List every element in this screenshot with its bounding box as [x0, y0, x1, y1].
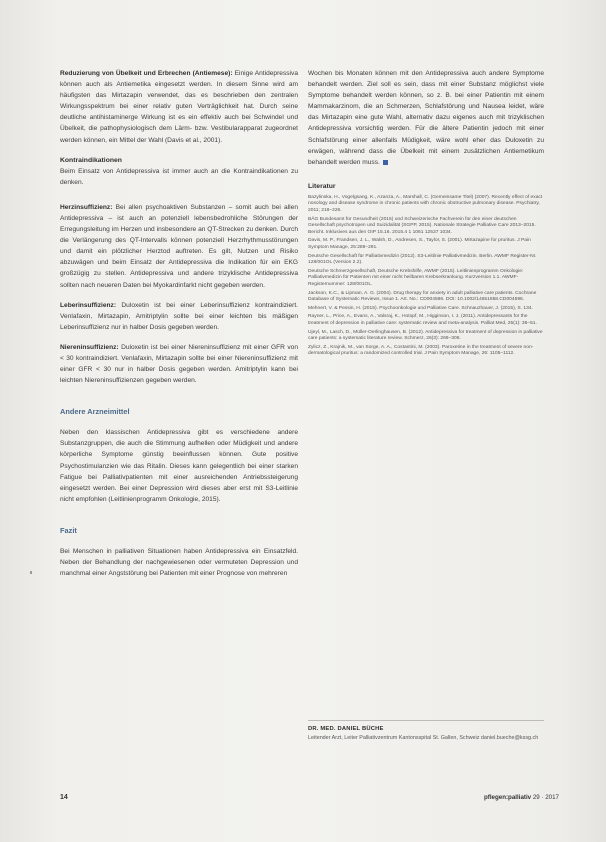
text-niereninsuffizienz: Duloxetin ist bei einer Niereninsuffizienz mit einer GFR von < 30 kontraindiziert. Venlafaxin, Mirtazapin sollte bei einer Niereninsuffizienz mit einer GFR < 30 nur in halber Dosis gegeben werden. Amitriptylin kann bei leichten Niereninsuffizienzen gegeben werden. [60, 343, 298, 385]
paragraph-kontraindikationen: Beim Einsatz von Antidepressiva ist immer auch an die Kontraindikationen zu denken. [60, 167, 298, 186]
reference-item: Jackson, K.C., & Lipman, A. G. (2004). Drug therapy for anxiety in adult palliative care patients. Cochrane Database of Systematic Reviews, Issue 1. Art. No.: CD004596. DOI: 10.1002/14651858.CD004596. [308, 290, 537, 303]
magazine-name: pflegen:palliativ [484, 794, 532, 801]
text-leberinsuffizienz: Duloxetin ist bei einer Leberinsuffizienz kontraindiziert. Venlafaxin, Mirtazapin, Amitriptylin sollte bei einer leichten bis mäßigen Leberinsuffizienz nur in halber Dosis gegeben werden. [60, 301, 298, 331]
paragraph-antiemese [60, 68, 298, 146]
lead-herzinsuffizienz: Herzinsuffizienz: [60, 203, 113, 211]
paragraph-continuation [308, 68, 544, 168]
heading-literatur: Literatur [308, 182, 336, 190]
reference-item: Ujeyl, M., Lasch, D., Müller-Oerlinghausen, B. (2012). Antidepressiva for treatment of depression in palliative care patients: a systematic literature review. Schmerz, 26(3): 269–306. [308, 329, 543, 342]
left-column [60, 68, 298, 579]
right-column [308, 68, 544, 360]
reference-item: Davis, M. P., Frandsen, J. L., Walsh, D., Andresen, S., Taylor, S. (2001). Mirtazapine for pruritus. J Pain Symptom Manage, 25:288–291. [308, 238, 531, 250]
author-divider [308, 720, 544, 721]
end-of-article-square-icon [383, 160, 388, 165]
paragraph-fazit: Bei Menschen in palliativen Situationen haben Antidepressiva ein Einsatzfeld. Neben der Behandlung der nachgewiesenen oder vermuteten Depression und manchmal einer Angststörung bei Patienten mit einer Prognose von mehreren [60, 547, 298, 578]
author-name: DR. MED. DANIEL BÜCHE [308, 726, 384, 732]
reference-item: Deutsche Gesellschaft für Palliativmedizin (2012). S3-Leitlinie Palliativmedizin. Berlin. AWMF Register-Nr. 128/001OL (Version 2.2). [308, 253, 537, 266]
heading-kontraindikationen: Kontraindikationen [60, 156, 122, 164]
paragraph-andere-arzneimittel: Neben den klassischen Antidepressiva gibt es verschiedene andere Substanzgruppen, die auch die Stimmung aufhellen oder Müdigkeit und andere körperliche Symptome günstig beeinflussen können. Gute positive Psychostimulanzien wie das Ritalin. Dieses kann gelegentlich bei einer starken Fatigue bei Palliativpatienten mit einer ausreichenden Antriebssteigerung eingesetzt werden. Bei einer Depression wird dieses aber erst mit S3-Leitlinie nicht empfohlen (Leitlinienprogramm Onkologie, 2015). [60, 429, 298, 503]
heading-fazit: Fazit [60, 525, 77, 535]
reference-item: Bazylinska, H., Vogelgsang, K., Azanza, A., Marshall, C. (Gemeinsame Titel) (2007). Recently effect of exact nosology and disease syndrome in chronic patients with chronic obstructive pulmonary disease. Psychiatry, 2011; 218–226. [308, 194, 543, 214]
reference-item: Rayner, L., Price, A., Evans, A., Valsraj, K., Hotopf, M., Higginson, I. J. (2011). Antidepressants for the treatment of depression in palliative care: systematic review and meta-analysis. Palliat Med, 25(1): 36–51. [308, 314, 537, 326]
page-number: 14 [60, 794, 68, 801]
text-herzinsuffizienz: Bei allen psychoaktiven Substanzen – somit auch bei allen Antidepressiva – ist auch an potenziell lebensbedrohliche Störungen der Erregungsleitung im Herzen und insbesondere an QT-Strecken zu denken. Durch die Verlängerung des QT-Intervalls können potenziell Herzrhythmusstörungen und damit ein plötzlicher Herztod auftreten. Es gilt, Nutzen und Risiko abzuwägen und beim Einsatz der Antidepressiva die Indikation für ein EKG großzügig zu stellen. Antidepressiva und andere trizyklische Antidepressiva sollten nach neueren Daten bei Myokardinfarkt nicht gegeben werden. [60, 203, 298, 289]
reference-item: Deutsche Schmerzgesellschaft, Deutsche Krebshilfe, AWMF (2015). Leitlinienprogramm Onkologie: Palliativmedizin für Patienten mit einer nicht heilbaren Krebserkrankung. Kurzversion 1.1. AWMF-Registernummer: 128/001OL. [308, 268, 524, 287]
author-box [308, 724, 544, 743]
paragraph-herzinsuffizienz [60, 202, 298, 291]
reference-list [308, 195, 544, 358]
reference-item: BÄG Bundesamt für Gesundheit (2015) und Schweizerische Fachverein für den einer deutschen Gesellschaft psychotropen und Suizidalität (SGPP, 2015). Nationale Strategie Palliative Care 2013–2015. Bericht. Inklusives aus den OIP 15.16. 2015.4 1 1061 12537 1034. [308, 216, 536, 235]
paragraph-leberinsuffizienz [60, 300, 298, 333]
text-continuation: Wochen bis Monaten können mit den Antidepressiva auch andere Symptome behandelt werden. Ziel soll es sein, dass mit einer Substanz möglichst viele Symptome behandelt werden können, so z. B. bei einer Patientin mit einem Mammakarzinom, die an Schmerzen, Schlafstörung und Nausea leidet, wäre das Mirtazapin eine gute Wahl, alternativ dazu eigenes auch mit trizyklischen Antidepressiva vorsichtig werden. Für die ältere Patientin jedoch mit einer Schlafstörung einer allenfalls Müdigkeit, wäre wohl eher das Duloxetin zu erwägen, während dass die Übelkeit mit einem zusätzlichen Antiemetikum behandelt werden muss. [308, 70, 544, 166]
heading-andere-arzneimittel: Andere Arzneimittel [60, 407, 130, 417]
lead-antiemese: Reduzierung von Übelkeit und Erbrechen (Antiemese): [60, 70, 233, 77]
text-antiemese: Einige Antidepressiva können auch als Antiemetika eingesetzt werden. In diesem Sinne wird am häufigsten das Mirtazapin verwendet, das es beschrieben den zentralen Wirkungsspektrum bei einer relativ guten Verträglichkeit hat. Durch seine deutliche antihistaminerge Wirkung ist es ein effektiv auch bei Schwindel und Übelkeit, die pathophysiologisch dem Lärm- bzw. Vestibularapparat zugeordnet werden können, ein Mittel der Wahl (Davis et al., 2001). [60, 70, 298, 144]
magazine-issue: 29 · 2017 [532, 794, 559, 801]
author-affiliation: Leitender Arzt, Leiter Palliativzentrum Kantonsspital St. Gallen, Schweiz daniel.bueche@kssg.ch [308, 735, 539, 742]
reference-item: Mehnert, V. & Pessin, H. (2015). Psychoonkologie und Palliative Care. Schnauzhauer, J. (2015), S. 134. [308, 305, 533, 311]
magazine-footer [484, 794, 559, 801]
margin-mark [30, 571, 32, 574]
paragraph-niereninsuffizienz [60, 342, 298, 386]
lead-leberinsuffizienz: Leberinsuffizienz: [60, 301, 117, 309]
lead-niereninsuffizienz: Niereninsuffizienz: [60, 343, 119, 351]
reference-item: Zylicz, Z., Krajnik, M., van Sorge, A. A., Costantini, M. (2003). Paroxetine in the treatment of severe non-dermatological pruritus: a randomized controlled trial. J Pain Symptom Manage, 26: 1105–1112. [308, 344, 534, 357]
